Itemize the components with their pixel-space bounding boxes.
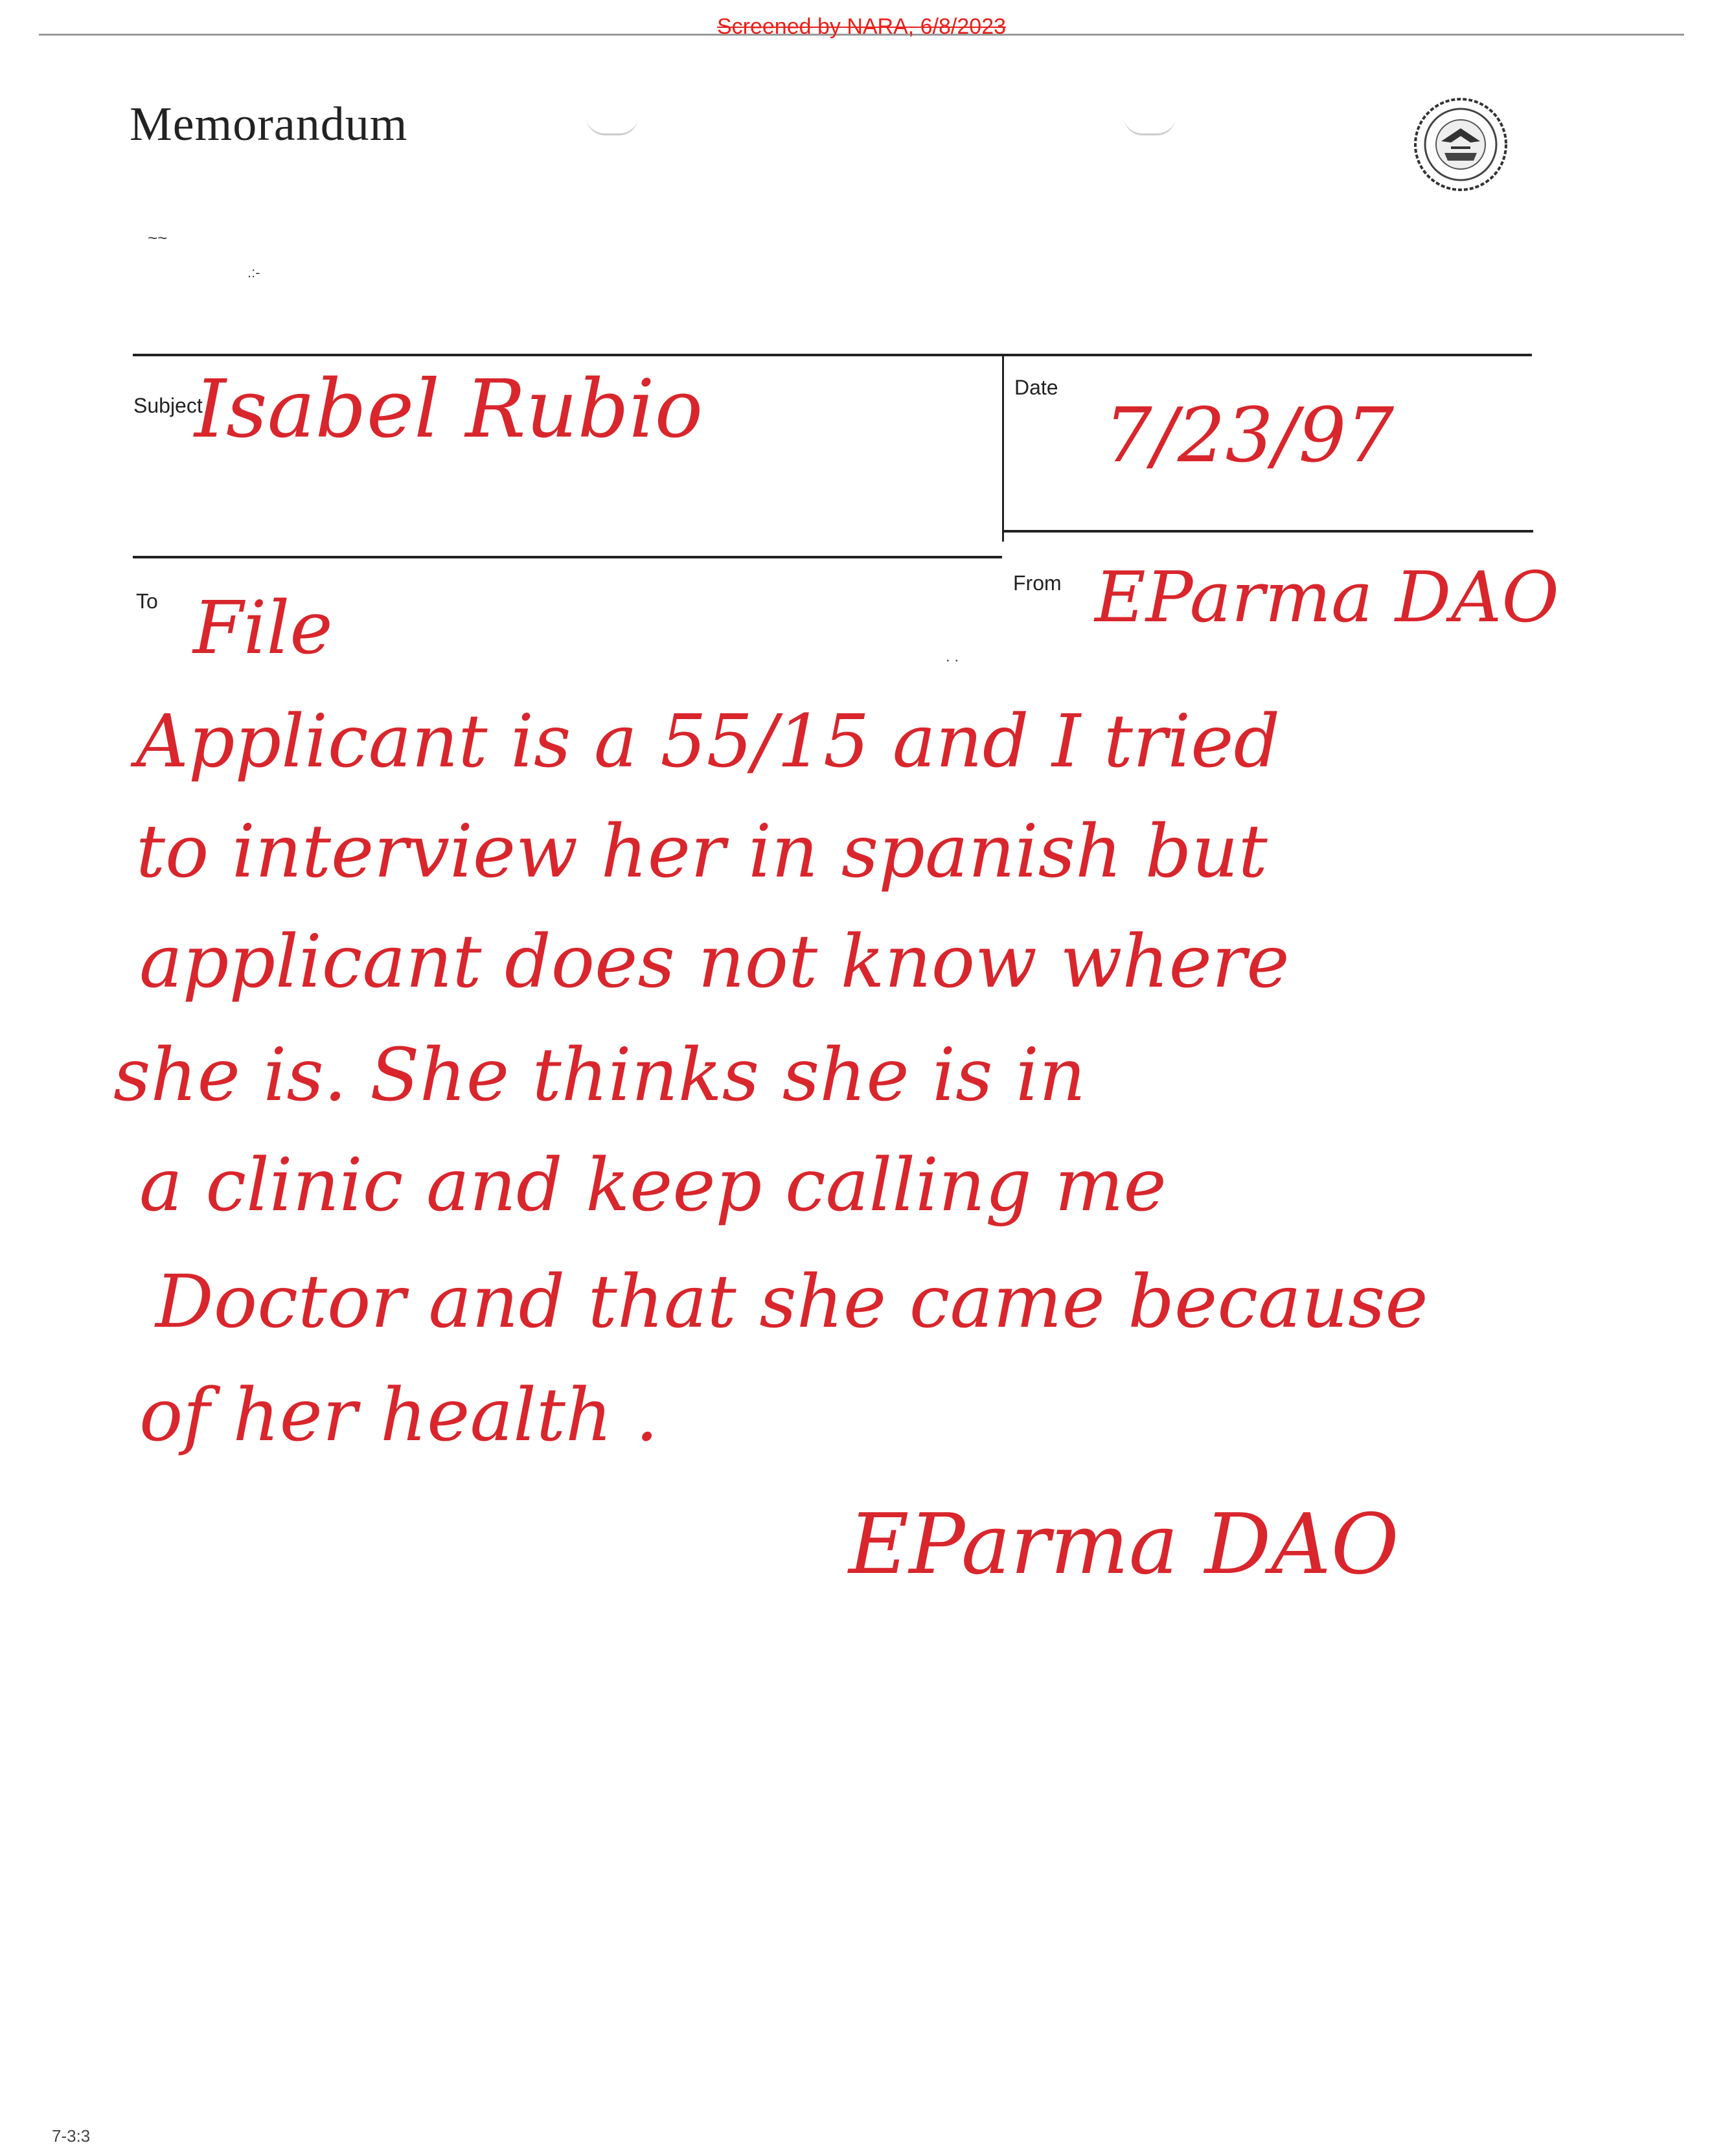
to-value: File — [193, 586, 333, 671]
signature: EParma DAO — [849, 1497, 1399, 1593]
body-line: a clinic and keep calling me — [139, 1143, 1167, 1228]
subject-value: Isabel Rubio — [194, 363, 703, 456]
date-value: 7/23/97 — [1104, 392, 1395, 479]
date-label: Date — [1014, 376, 1058, 399]
seal-icon — [1412, 96, 1509, 193]
body-line: applicant does not know where — [139, 920, 1290, 1004]
body-line: of her health . — [139, 1373, 659, 1458]
vertical-divider — [1002, 354, 1004, 542]
top-rule — [133, 354, 1532, 356]
body-line: to interview her in spanish but — [136, 810, 1268, 894]
scan-mark: ~~ — [148, 228, 168, 247]
scan-mark: .:- — [247, 264, 260, 281]
date-bottom-rule — [1002, 530, 1533, 533]
subject-label: Subject — [133, 394, 203, 417]
to-label: To — [136, 590, 158, 613]
scan-speck: . . — [946, 648, 959, 665]
from-value: EParma DAO — [1095, 557, 1559, 638]
memo-heading: Memorandum — [130, 98, 408, 151]
body-line: Doctor and that she came because — [155, 1260, 1428, 1344]
footer-mark: 7-3:3 — [52, 2126, 91, 2146]
from-label: From — [1013, 571, 1062, 595]
body-line: Applicant is a 55/15 and I tried — [136, 700, 1281, 784]
body-line: she is. She thinks she is in — [113, 1033, 1086, 1118]
nara-screening-stamp: Screened by NARA, 6/8/2023 — [716, 14, 1007, 39]
subject-bottom-rule — [133, 556, 1002, 558]
